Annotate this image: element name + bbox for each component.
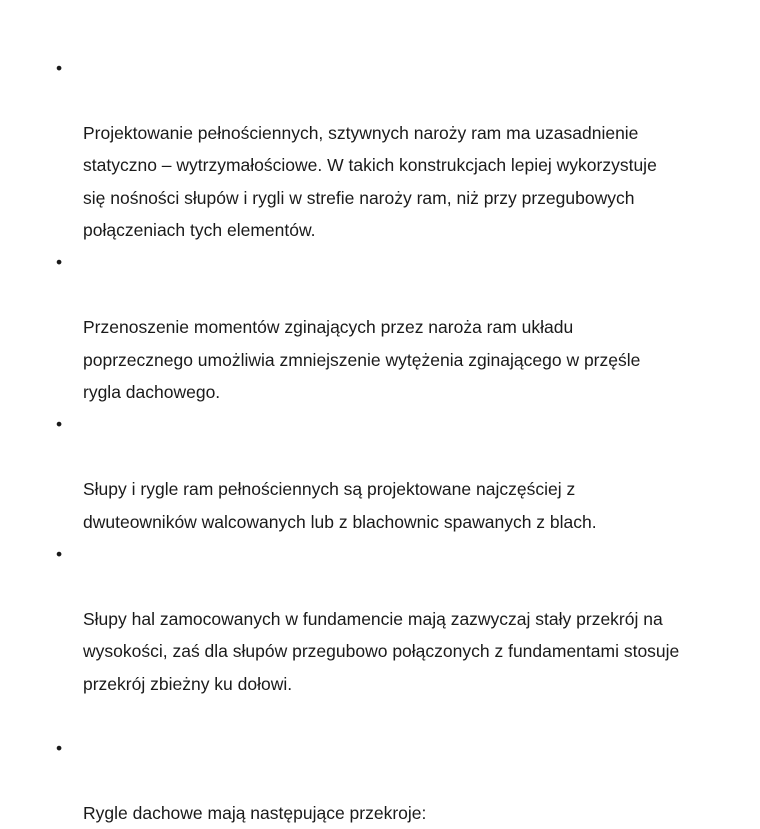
bullet-marker: • xyxy=(56,58,63,78)
bullet-text: Słupy i rygle ram pełnościennych są projektowane najczęściej z dwuteowników walcowanych lub z blachownic spawanych z blach. xyxy=(83,479,597,532)
bullet-item-columns-beams xyxy=(56,408,746,538)
bullet-text: Przenoszenie momentów zginających przez naroża ram układu poprzecznego umożliwia zmniejszenie wytężenia zginającego w przęśle rygla dachowego. xyxy=(83,317,641,403)
bullet-list xyxy=(56,52,746,829)
bullet-item-roof-beam-sections xyxy=(56,732,746,829)
bullet-item-corner-design xyxy=(56,52,746,246)
bullet-item-moment-transfer xyxy=(56,246,746,408)
bullet-text: Rygle dachowe mają następujące przekroje: xyxy=(83,802,427,823)
bullet-marker: • xyxy=(56,738,63,759)
bullet-item-column-sections xyxy=(56,538,746,700)
bullet-marker: • xyxy=(56,544,63,565)
bullet-text: Słupy hal zamocowanych w fundamencie mają zazwyczaj stały przekrój na wysokości, zaś dla słupów przegubowo połączonych z fundamentami stosuje przekrój zbieżny ku dołowi. xyxy=(83,608,680,694)
bullet-text: Projektowanie pełnościennych, sztywnych naroży ram ma uzasadnienie statyczno – wytrzymałościowe. W takich konstrukcjach lepiej wykorzystuje się nośności słupów i rygli w strefie naroży ram, niż przy przegubowych połączeniach tych elementów. xyxy=(83,122,657,241)
bullet-marker: • xyxy=(56,414,63,435)
bullet-marker: • xyxy=(56,252,63,273)
